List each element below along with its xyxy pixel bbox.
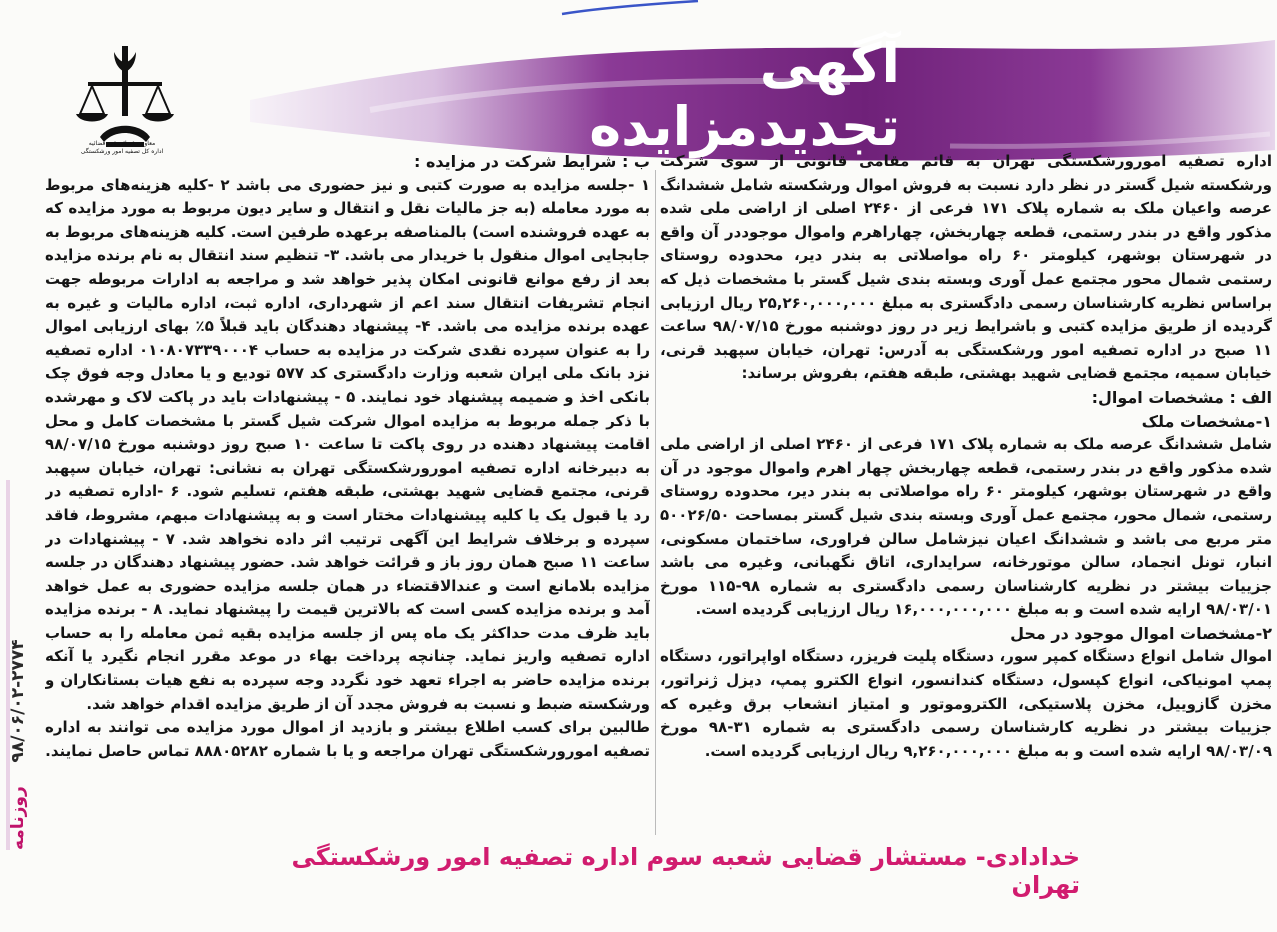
assets-subheading: ۲-مشخصات اموال موجود در محل bbox=[1010, 623, 1272, 643]
emblem-caption-line1: معاونت قضائی قوه قضائیه bbox=[88, 140, 156, 147]
section-a-heading: الف : مشخصات اموال: bbox=[1091, 387, 1272, 407]
intro-paragraph: اداره تصفیه امورورشکستگی تهران به قائم مقامی قانونی از سوی شرکت ورشکسته شیل گستر در نظر دارد نسبت به فروش اموال ورشکسته شامل ششدانگ عرصه واعیان ملک به شماره پلاک ۱۷۱ فرعی از ۲۴۶۰ اصلی از اراضی ملی شده مذکور واقع در بندر رستمی، قطعه چهاربخش، چهاراهرم واموال موجوددر آن واقع در شهرستان بوشهر، کیلومتر ۶۰ راه مواصلاتی به بندر دیر، محدوده روستای رستمی شمال محور مجتمع عمل آوری وبسته بندی شیل گستر با مشخصات ذیل که براساس نظریه کارشناسان رسمی دادگستری به مبلغ ۲۵,۲۶۰,۰۰۰,۰۰۰ ریال ارزیابی گردیده از طریق مزایده کتبی و باشرایط زیر در روز دوشنبه مورخ ۹۸/۰۷/۱۵ ساعت ۱۱ صبح در اداره تصفیه امور ورشکستگی به آدرس: تهران، خیابان سپهبد قرنی، خیابان سمیه، مجتمع قضایی شهید بهشتی، طبقه هفتم، بفروش برساند: bbox=[660, 152, 1272, 383]
conditions-paragraph: ۱ -جلسه مزایده به صورت کتبی و نیز حضوری می باشد ۲ -کلیه هزینه‌های مربوط به مورد معامله (به جز مالیات نقل و انتقال و سایر دیون مربوط به مورد مزایده که به عهده فروشنده است) بالمناصفه برعهده طرفین است. کلیه هزینه‌های مربوط به جابجایی اموال منقول با خریدار می باشد. ۳- تنظیم سند انتقال به نام برنده مزایده بعد از رفع موانع قانونی امکان پذیر خواهد شد و مراجعه به ادارات مربوطه جهت انجام تشریفات انتقال سند اعم از شهرداری، اداره ثبت، اداره مالیات و غیره به عهده برنده مزایده می باشد. ۴- پیشنهاد دهندگان باید قبلاً ۵٪ بهای ارزیابی اموال را به عنوان سپرده نقدی شرکت در مزایده به حساب ۰۱۰۸۰۷۳۳۹۰۰۰۴ اداره تصفیه نزد بانک ملی ایران شعبه وزارت دادگستری کد ۵۷۷ توديع و يا معادل وجه فوق چک بانکی اخذ و ضمیمه پیشنهاد خود نمایند. ۵ - پیشنهادات باید در پاکت لاک و مهرشده با ذکر جمله مربوط به مزایده اموال شرکت شیل گستر با مشخصات کامل و محل اقامت پیشنهاد دهنده در روی پاکت تا ساعت ۱۰ صبح روز دوشنبه مورخ ۹۸/۰۷/۱۵ به دبیرخانه اداره تصفیه امورورشکستگی تهران به نشانی: تهران، خیابان سپهبد قرنی، مجتمع قضایی شهید بهشتی، طبقه هفتم، تسلیم شود. ۶ -اداره تصفیه در رد یا قبول یک یا کلیه پیشنهادات مختار است و به پیشنهادات مبهم، مشروط، فاقد سپرده و برخلاف شرایط این آگهی ترتیب اثر داده نخواهد شد. ۷ - پیشنهادات در ساعت ۱۱ صبح همان روز باز و قرائت خواهد شد. حضور پیشنهاد دهندگان در جلسه مزایده بلامانع است و عندالاقتضاء در همان جلسه مزایده حضوری به عمل خواهد آمد و برنده مزایده کسی است که بالاترین قیمت را پیشنهاد نماید. ۸ - برنده مزایده باید ظرف مدت حداکثر یک ماه پس از جلسه مزایده بقیه ثمن معامله را به حساب اداره تصفیه واریز نماید. چنانچه پرداخت بهاء در موعد مقرر انجام نگیرد یا آنکه برنده مزایده حاضر به اجراء تعهد خود نگردد وجه سپرده به نفع هیات بستانکاران و ورشکسته ضبط و نسبت به فروش مجدد آن از طریق مزایده اقدام خواهد شد. bbox=[45, 175, 650, 713]
right-column bbox=[660, 150, 1272, 840]
emblem-caption-line2: اداره کل تصفیه امور ورشکستگی bbox=[80, 148, 164, 155]
left-column bbox=[45, 150, 650, 840]
property-subheading: ۱-مشخصات ملک bbox=[1141, 411, 1272, 431]
side-newspaper-label: روزنامه bbox=[8, 786, 28, 850]
page-title: آگهی تجدیدمزایده bbox=[589, 32, 900, 158]
signature-footer: خدادادی- مستشار قضایی شعبه سوم اداره تصفیه امور ورشکستگی تهران bbox=[291, 843, 1080, 899]
blue-pen-stroke bbox=[560, 0, 700, 16]
side-ad-code bbox=[8, 639, 28, 850]
closing-paragraph: طالبین برای کسب اطلاع بیشتر و بازدید از اموال مورد مزایده می توانند به اداره تصفیه امورورشکستگی تهران مراجعه و یا با شماره ۸۸۸۰۵۲۸۲ تماس حاصل نمایند. bbox=[45, 718, 650, 760]
assets-paragraph: اموال شامل انواع دستگاه کمپر سور، دستگاه پلیت فریزر، دستگاه اواپراتور، دستگاه پمپ امونیاکی، انواع کپسول، دستگاه کندانسور، انواع الکترو پمپ، دیزل ژنراتور، مخزن گازوییل، مخزن پلاستیکی، الکتروموتور و امتیاز انشعاب برق وغیره که جزییات بیشتر در نظریه کارشناسان رسمی دادگستری به شماره ۳۱-۹۸ مورخ ۹۸/۰۳/۰۹ ارایه شده است و به مبلغ ۹,۲۶۰,۰۰۰,۰۰۰ ریال ارزیابی گردیده است. bbox=[660, 647, 1272, 760]
column-divider bbox=[655, 170, 656, 835]
property-paragraph: شامل ششدانگ عرصه ملک به شماره پلاک ۱۷۱ فرعی از ۲۴۶۰ اصلی از اراضی ملی شده مذکور واقع در بندر رستمی، قطعه چهاربخش چهار اهرم واموال موجود در آن واقع در شهرستان بوشهر، کیلومتر ۶۰ راه مواصلاتی به بندر دیر، محدوده روستای رستمی، شمال محور، مجتمع عمل آوری وبسته بندی شیل گستر بمساحت ۵۰۰۲۶/۵۰ متر مربع می باشد و ششدانگ اعیان نیزشامل سالن فراوری، ساختمان مسکونی، انبار، تونل انجماد، سالن موتورخانه، سرایداری، اتاق نگهبانی، وغیره می باشد جزییات بیشتر در نظریه کارشناسان رسمی دادگستری به شماره ۹۸-۱۱۵ مورخ ۹۸/۰۳/۰۱ ارایه شده است و به مبلغ ۱۶,۰۰۰,۰۰۰,۰۰۰ ریال ارزیابی گردیده است. bbox=[660, 435, 1272, 619]
side-ad-number: ۹۸/۰۶/۰۲-۲۷۷۴ bbox=[8, 639, 28, 763]
section-b-heading: ب : شرایط شرکت در مزایده : bbox=[414, 152, 650, 171]
